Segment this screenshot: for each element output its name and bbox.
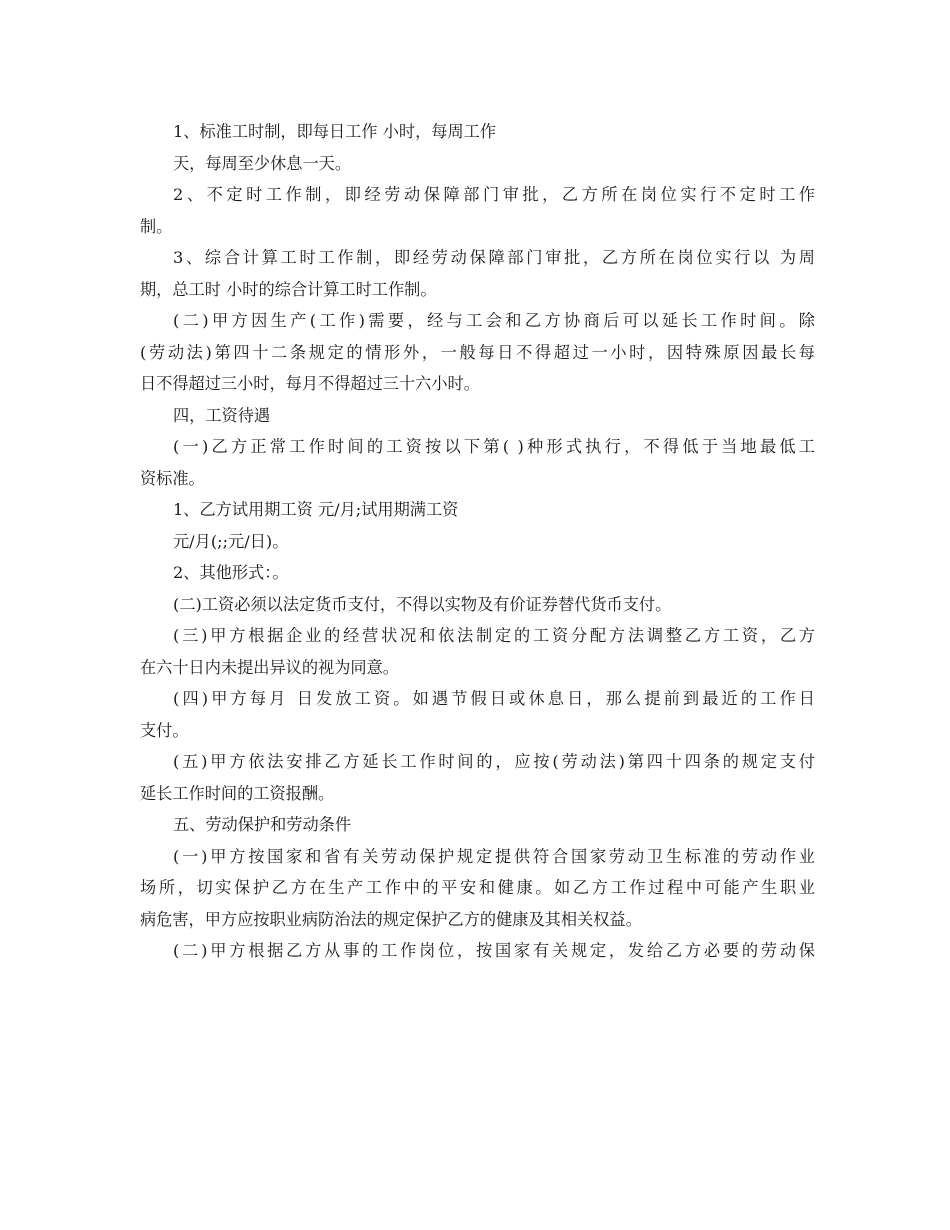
text-line: 2、不定时工作制，即经劳动保障部门审批，乙方所在岗位实行不定时工作: [173, 185, 815, 204]
text-line: (劳动法)第四十二条规定的情形外，一般每日不得超过一小时，因特殊原因最长每: [140, 342, 815, 362]
text-line: (四)甲方每月 日发放工资。如遇节假日或休息日，那么提前到最近的工作日: [173, 689, 815, 708]
text-line: 天，每周至少休息一天。: [173, 153, 352, 173]
section-heading: 四，工资待遇: [173, 405, 271, 425]
text-line: 期，总工时 小时的综合计算工时工作制。: [140, 279, 437, 299]
text-line: 元/月(;;元/日)。: [173, 531, 289, 551]
text-line: (五)甲方依法安排乙方延长工作时间的，应按(劳动法)第四十四条的规定支付: [173, 752, 815, 771]
text-line: 制。: [140, 216, 173, 236]
text-line: 资标准。: [140, 468, 205, 488]
text-line: (一)乙方正常工作时间的工资按以下第( )种形式执行，不得低于当地最低工: [173, 437, 815, 456]
text-line: 日不得超过三小时，每月不得超过三十六小时。: [140, 374, 480, 393]
text-line: 延长工作时间的工资报酬。: [140, 783, 335, 803]
text-line: (二)工资必须以法定货币支付，不得以实物及有价证券替代货币支付。: [173, 594, 672, 614]
section-heading: 五、劳动保护和劳动条件: [173, 815, 352, 834]
text-line: 1、乙方试用期工资 元/月;试用期满工资: [173, 500, 459, 519]
text-line: (二)甲方因生产(工作)需要，经与工会和乙方协商后可以延长工作时间。除: [173, 311, 815, 330]
text-line: (一)甲方按国家和省有关劳动保护规定提供符合国家劳动卫生标准的劳动作业: [173, 846, 815, 866]
text-line: 1、标准工时制，即每日工作 小时，每周工作: [173, 122, 497, 141]
text-line: 场所，切实保护乙方在生产工作中的平安和健康。如乙方工作过程中可能产生职业: [140, 878, 815, 897]
text-line: 2、其他形式：。: [173, 563, 289, 582]
text-line: (二)甲方根据乙方从事的工作岗位，按国家有关规定，发给乙方必要的劳动保: [173, 941, 815, 960]
text-line: 在六十日内未提出异议的视为同意。: [140, 657, 399, 677]
text-line: (三)甲方根据企业的经营状况和依法制定的工资分配方法调整乙方工资，乙方: [173, 626, 815, 645]
text-line: 支付。: [140, 720, 189, 740]
text-line: 3、综合计算工时工作制，即经劳动保障部门审批，乙方所在岗位实行以 为周: [173, 248, 815, 267]
text-line: 病危害，甲方应按职业病防治法的规定保护乙方的健康及其相关权益。: [140, 909, 642, 929]
document-page: [140, 116, 815, 967]
